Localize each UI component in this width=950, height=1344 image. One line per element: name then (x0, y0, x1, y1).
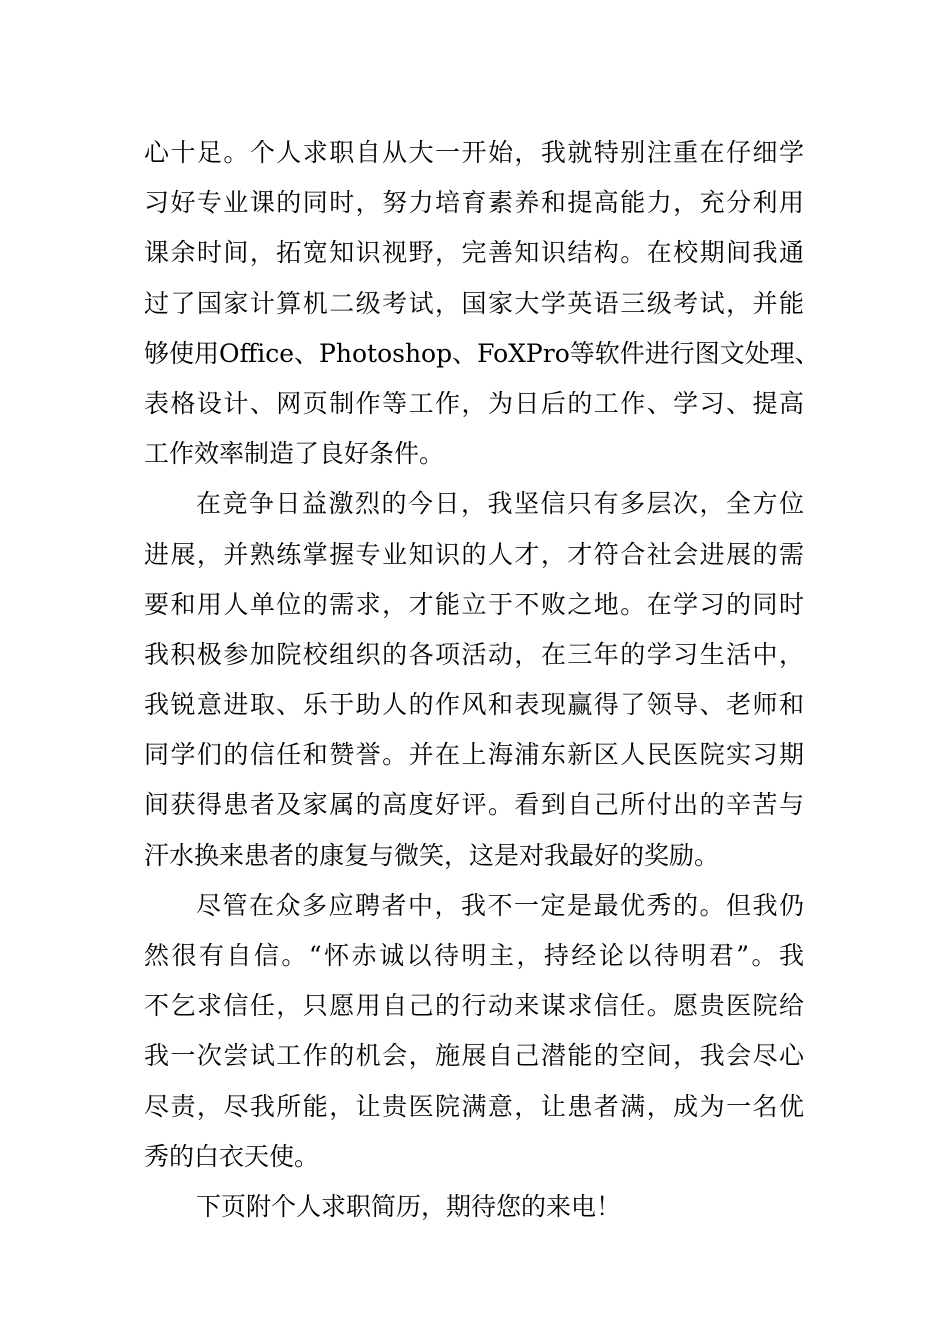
text-line: 下页附个人求职简历，期待您的来电！ (196, 1191, 622, 1221)
text-line: 过了国家计算机二级考试，国家大学英语三级考试，并能 (144, 288, 804, 318)
text-line: 我锐意进取、乐于助人的作风和表现赢得了领导、老师和 (144, 690, 804, 720)
paragraph-3 (144, 881, 824, 1182)
text-line: 习好专业课的同时，努力培育素养和提高能力，充分利用 (144, 188, 804, 218)
text-line: 汗水换来患者的康复与微笑，这是对我最好的奖励。 (144, 840, 720, 870)
paragraph-2 (144, 479, 824, 881)
text-line: 工作效率制造了良好条件。 (144, 439, 445, 469)
text-line: 我积极参加院校组织的各项活动，在三年的学习生活中， (144, 639, 804, 669)
text-line: 在竞争日益激烈的今日，我坚信只有多层次，全方位 (196, 489, 804, 519)
text-line: 秀的白衣天使。 (144, 1141, 320, 1171)
text-line: 不乞求信任，只愿用自己的行动来谋求信任。愿贵医院给 (144, 991, 804, 1021)
text-line: 尽管在众多应聘者中，我不一定是最优秀的。但我仍 (196, 890, 804, 920)
text-line: 同学们的信任和赞誉。并在上海浦东新区人民医院实习期 (144, 740, 804, 770)
text-line: 尽责，尽我所能，让贵医院满意，让患者满，成为一名优 (144, 1091, 804, 1121)
text-line: 进展，并熟练掌握专业知识的人才，才符合社会进展的需 (144, 539, 804, 569)
text-line: 我一次尝试工作的机会，施展自己潜能的空间，我会尽心 (144, 1041, 804, 1071)
text-line: 然很有自信。“怀赤诚以待明主，持经论以待明君”。我 (144, 941, 804, 970)
text-line: 间获得患者及家属的高度好评。看到自己所付出的辛苦与 (144, 790, 804, 820)
letter-body (144, 128, 824, 1232)
paragraph-4 (144, 1182, 824, 1232)
text-line: 心十足。个人求职自从大一开始，我就特别注重在仔细学 (144, 138, 804, 167)
paragraph-1 (144, 128, 824, 479)
text-line: 够使用Office、Photoshop、FoXPro等软件进行图文处理、 (144, 338, 820, 368)
text-line: 课余时间，拓宽知识视野，完善知识结构。在校期间我通 (144, 238, 804, 268)
text-line: 要和用人单位的需求，才能立于不败之地。在学习的同时 (144, 589, 804, 619)
text-line: 表格设计、网页制作等工作，为日后的工作、学习、提高 (144, 388, 804, 418)
